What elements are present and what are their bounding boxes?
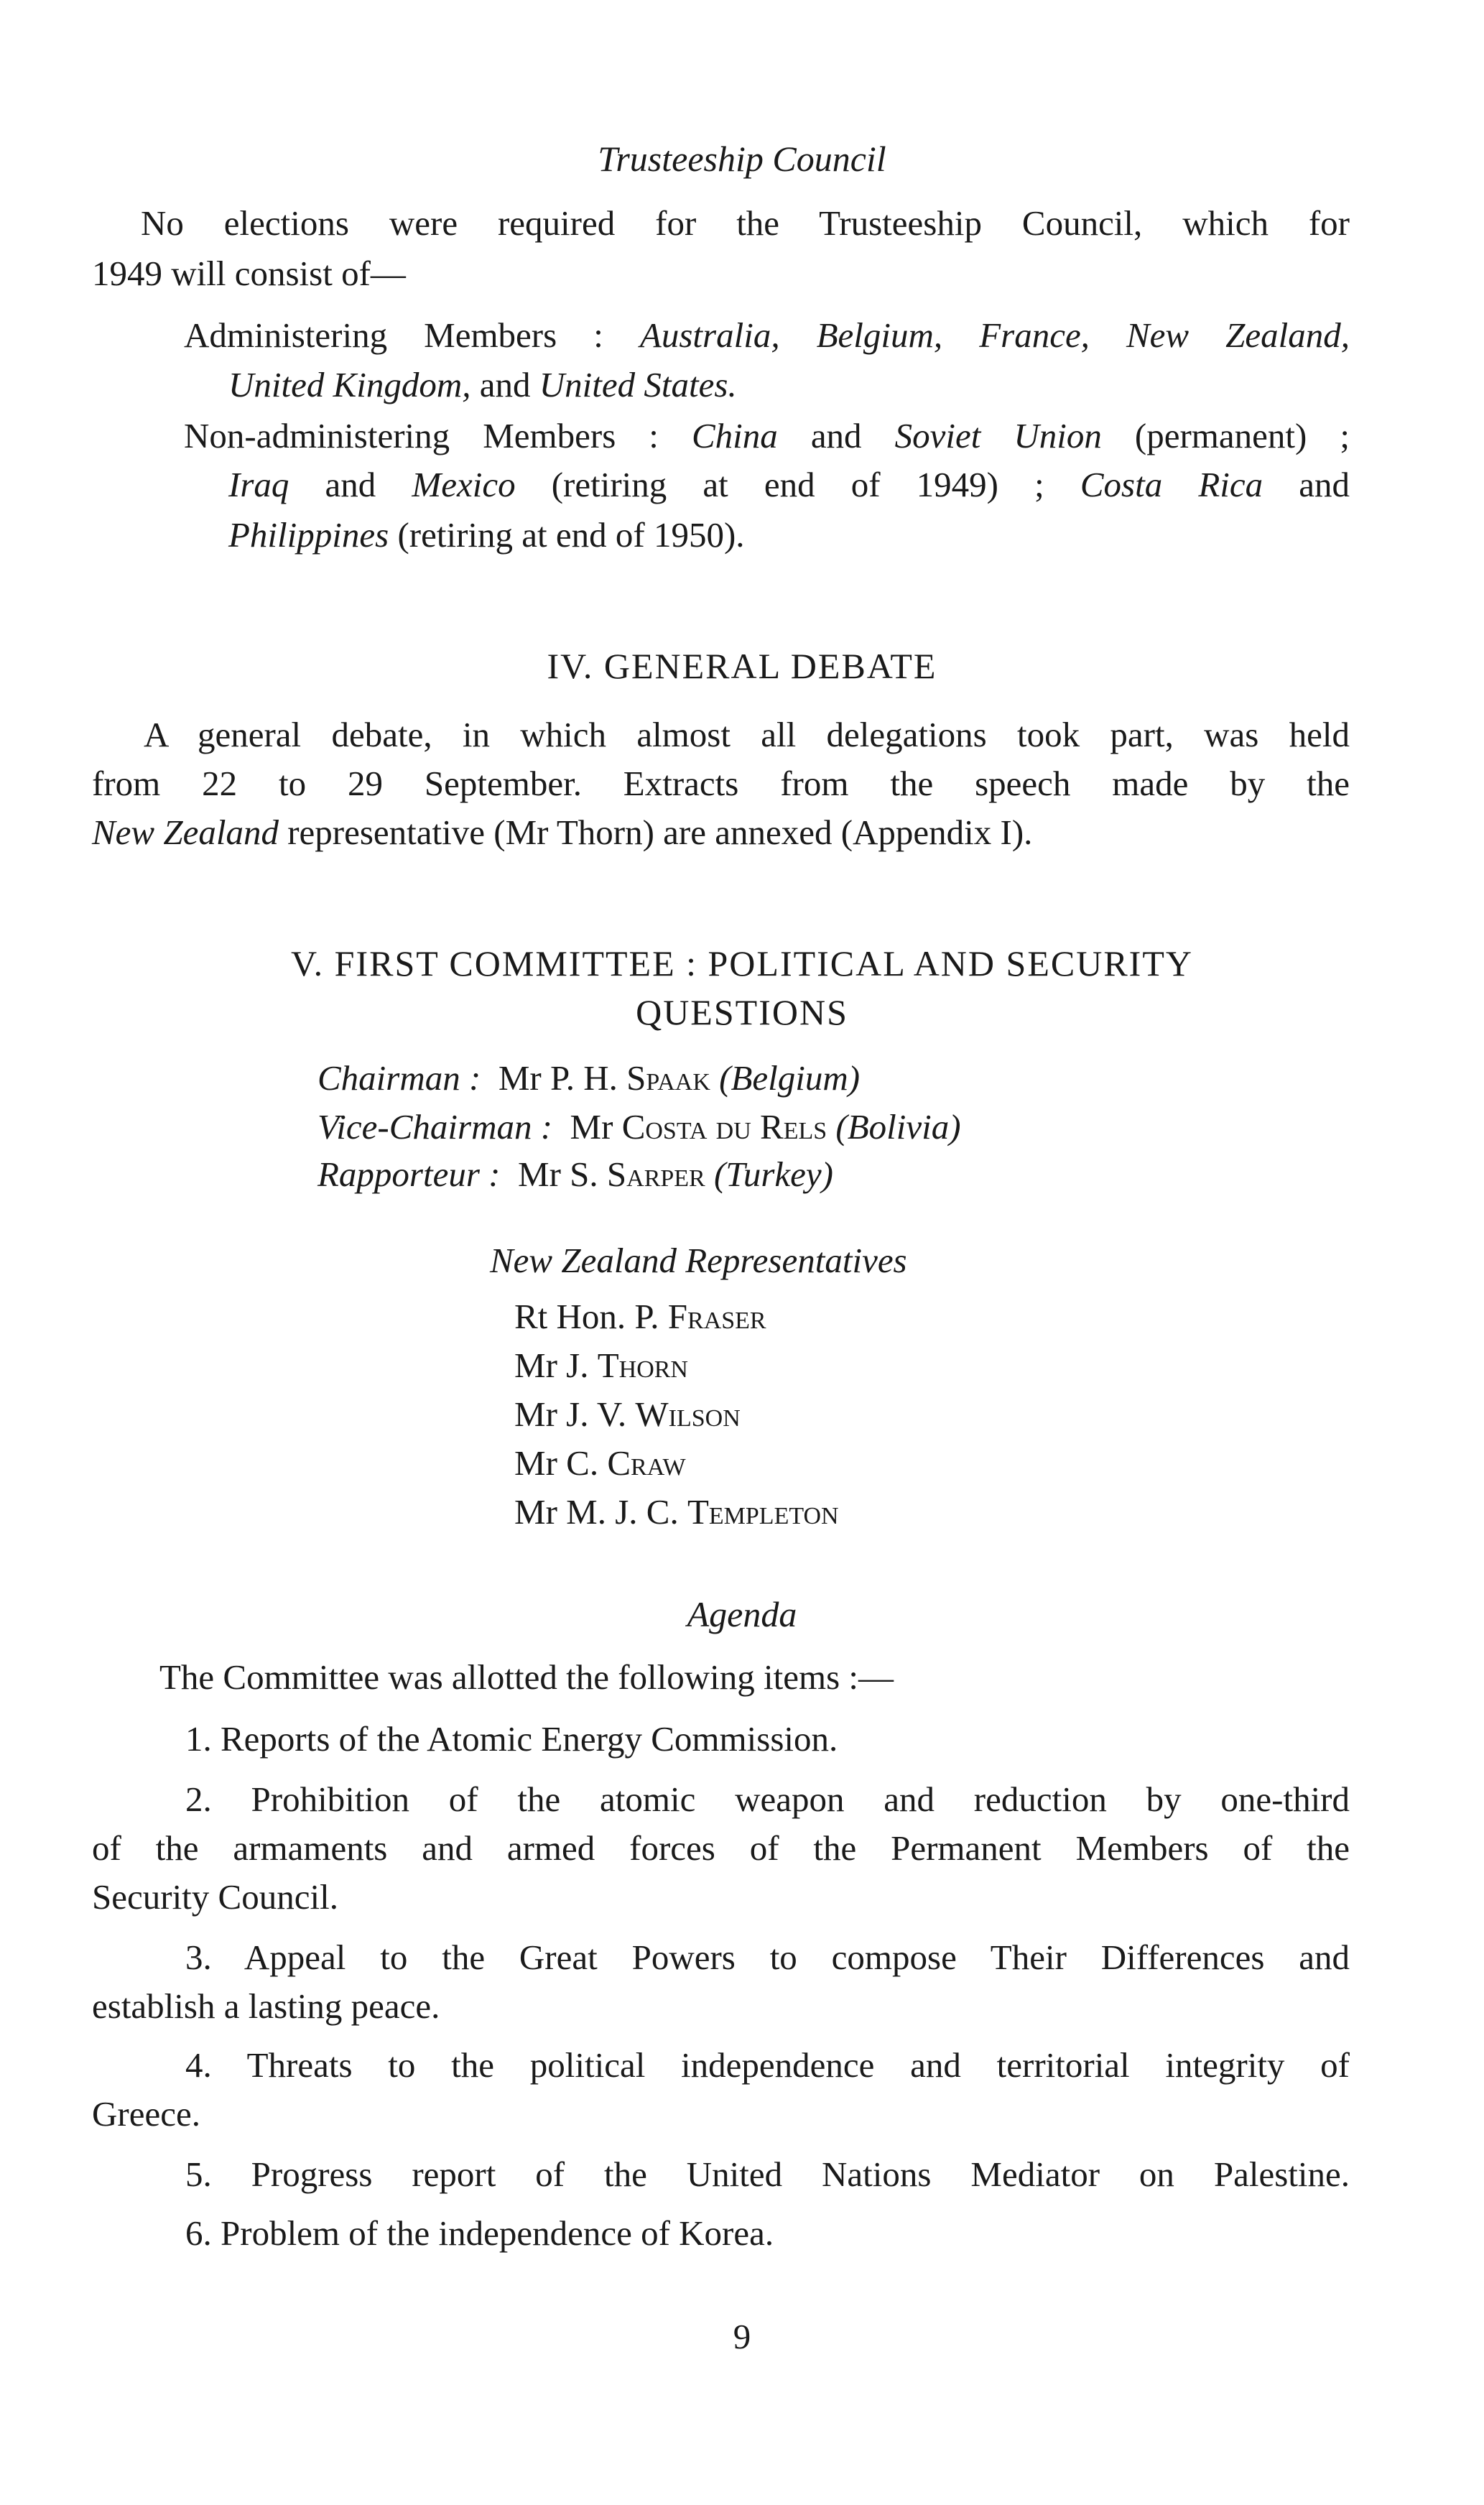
general-debate-heading: IV. GENERAL DEBATE [547,646,937,686]
nonadmin-and-3: and [1299,465,1350,504]
rep-title: Mr C. [514,1443,599,1483]
nonadmin-label: Non-administering Members : [184,416,659,455]
administering-members-line2 [228,364,737,405]
agenda-item-5: 5. Progress report of the United Nations Mediator on Palestine. [185,2154,1350,2194]
trusteeship-heading: Trusteeship Council [598,139,886,179]
officer-role: Rapporteur : [317,1154,501,1194]
nz-representative [514,1491,839,1532]
rep-title: Mr J. V. [514,1394,627,1434]
rep-title: Mr M. J. C. [514,1492,679,1532]
officer-chairman [317,1057,860,1098]
agenda-item-3-line2: establish a lasting peace. [92,1986,440,2026]
agenda-item-2-line1: 2. Prohibition of the atomic weapon and reduction by one-third [185,1779,1350,1819]
administering-countries-2b: United States. [539,365,737,404]
administering-label: Administering Members : [184,315,603,355]
general-debate-line3-rest: representative (Mr Thorn) are annexed (Appendix I). [287,812,1033,852]
nz-representative [514,1296,766,1337]
nz-representative [514,1394,741,1435]
nonadmin-and-1: and [810,416,862,455]
general-debate-line3 [92,812,1032,853]
nonadmin-line1 [184,415,1350,456]
nonadmin-iraq: Iraq [228,465,289,504]
rep-name: Craw [607,1443,686,1483]
rep-name: Thorn [597,1346,688,1385]
nz-representative [514,1345,688,1386]
officer-name: Sarper [606,1154,705,1194]
nonadmin-line2 [228,464,1350,505]
officer-name: Spaak [626,1058,710,1098]
nonadmin-line3 [228,514,745,555]
page-number: 9 [733,2317,751,2356]
administering-countries-1: Australia, Belgium, France, New Zealand, [639,315,1350,355]
officer-title: Mr [570,1107,613,1147]
officer-name: Costa du Rels [621,1107,827,1147]
nz-representatives-heading: New Zealand Representatives [490,1241,907,1280]
agenda-item-6: 6. Problem of the independence of Korea. [185,2213,774,2253]
officer-title: Mr S. [518,1154,598,1194]
trusteeship-intro-line2: 1949 will consist of— [92,254,406,293]
trusteeship-intro-line1: No elections were required for the Trusteeship Council, which for [141,203,1350,243]
rep-name: Fraser [667,1297,766,1336]
rep-name: Templeton [687,1492,839,1532]
general-debate-line1: A general debate, in which almost all delegations took part, was held [144,715,1350,754]
nonadmin-china: China [691,416,778,455]
nonadmin-and-2: and [325,465,376,504]
administering-and: and [479,365,531,404]
nonadmin-philippines: Philippines [228,515,389,555]
agenda-item-1: 1. Reports of the Atomic Energy Commission. [185,1719,838,1759]
officer-role: Chairman : [317,1058,481,1098]
nonadmin-permanent: (permanent) ; [1134,416,1350,455]
first-committee-heading-line1: V. FIRST COMMITTEE : POLITICAL AND SECURITY [291,943,1193,983]
agenda-item-2-line2: of the armaments and armed forces of the Permanent Members of the [92,1828,1350,1868]
officer-vice-chairman [317,1106,961,1147]
agenda-item-4-line1: 4. Threats to the political independence and territorial integrity of [185,2045,1350,2085]
agenda-item-3-line1: 3. Appeal to the Great Powers to compose Their Differences and [185,1937,1350,1977]
officer-country: (Belgium) [719,1058,861,1098]
agenda-heading: Agenda [687,1594,797,1634]
nonadmin-retiring-1: (retiring at end of 1949) ; [551,465,1044,504]
first-committee-heading-line2: QUESTIONS [636,992,848,1032]
nz-representative [514,1443,686,1483]
agenda-intro: The Committee was allotted the following items :— [159,1657,894,1697]
general-debate-line2: from 22 to 29 September. Extracts from the speech made by the [92,764,1350,803]
officer-role: Vice-Chairman : [317,1107,553,1147]
rep-name: Wilson [635,1394,741,1434]
officer-rapporteur [317,1154,833,1195]
nonadmin-costa-rica: Costa Rica [1080,465,1263,504]
nonadmin-retiring-2: (retiring at end of 1950). [397,515,745,555]
rep-title: Rt Hon. P. [514,1297,659,1336]
administering-countries-2a: United Kingdom, [228,365,471,404]
agenda-item-4-line2: Greece. [92,2094,200,2134]
general-debate-nz: New Zealand [92,812,279,852]
nonadmin-soviet: Soviet Union [894,416,1102,455]
officer-country: (Turkey) [713,1154,833,1194]
nonadmin-mexico: Mexico [412,465,516,504]
officer-country: (Bolivia) [835,1107,961,1147]
administering-members-line1 [184,315,1350,356]
rep-title: Mr J. [514,1346,589,1385]
agenda-item-2-line3: Security Council. [92,1877,338,1917]
officer-title: Mr P. H. [498,1058,618,1098]
